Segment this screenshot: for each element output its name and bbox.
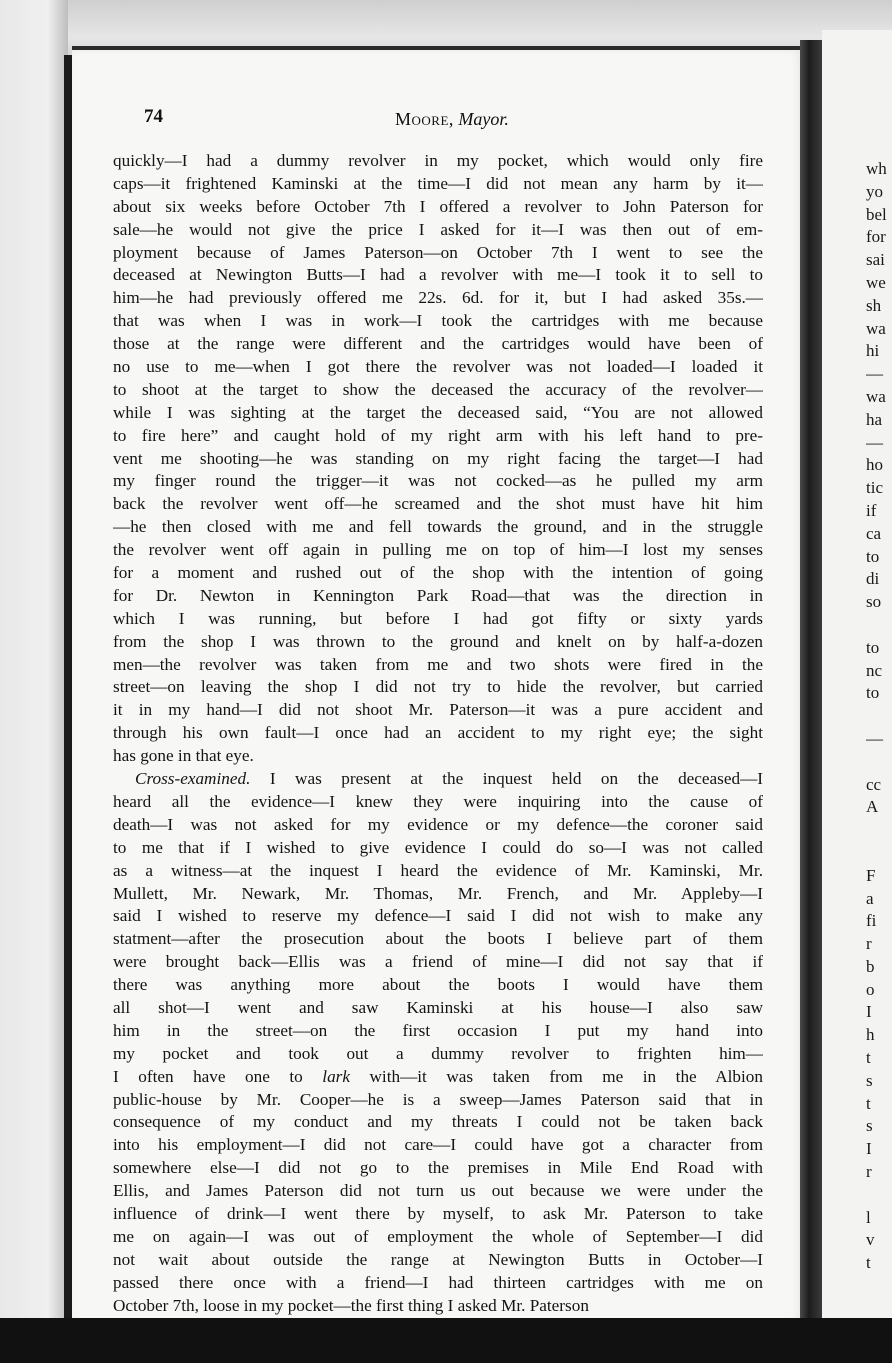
text-line: no use to me—when I got there the revolver was not loaded—I loaded it	[113, 357, 763, 377]
text-line: Ellis, and James Paterson did not turn us out because we were under the	[113, 1181, 763, 1201]
text-line: about six weeks before October 7th I offered a revolver to John Paterson for	[113, 196, 763, 216]
book-spine	[800, 40, 822, 1330]
text-line: death—I was not asked for my evidence or my defence—the coroner said	[113, 814, 763, 834]
text-line: to fire here” and caught hold of my right arm with his left hand to pre-	[113, 425, 763, 445]
text-line: my finger round the trigger—it was not cocked—as he pulled my arm	[113, 471, 763, 491]
text-line: quickly—I had a dummy revolver in my pocket, which would only fire	[113, 151, 763, 170]
paragraph	[113, 150, 763, 768]
cross-examined-label: Cross-examined.	[135, 769, 251, 789]
text-line: those at the range were different and the cartridges would have been of	[113, 334, 763, 354]
running-head-title	[395, 109, 509, 130]
text-line: consequence of my conduct and my threats I could not be taken back	[113, 1112, 763, 1132]
text-line: into his employment—I did not care—I could have got a character from	[113, 1135, 763, 1155]
page-top-edge	[72, 46, 817, 50]
text-line: to me that if I wished to give evidence I could do so—I was not called	[113, 837, 763, 857]
text-line: there was anything more about the boots I would have them	[113, 975, 763, 995]
text-line: October 7th, loose in my pocket—the first thing I asked Mr. Paterson	[113, 1295, 589, 1315]
text-line: to shoot at the target to show the deceased the accuracy of the revolver—	[113, 379, 763, 399]
text-line: were brought back—Ellis was a friend of mine—I did not say that if	[113, 952, 763, 972]
text-line: Cross-examined. I was present at the inquest held on the deceased—I	[135, 769, 763, 789]
paragraph	[113, 768, 763, 1317]
page-number: 74	[144, 106, 163, 127]
running-head-name: Moore,	[395, 109, 454, 129]
text-line: the revolver went off again in pulling me on top of him—I lost my senses	[113, 540, 763, 560]
text-line: has gone in that eye.	[113, 746, 254, 766]
text-line: my pocket and took out a dummy revolver to frighten him—	[113, 1043, 763, 1063]
text-line: not wait about outside the range at Newington Butts in October—I	[113, 1249, 763, 1269]
text-line: street—on leaving the shop I did not try to hide the revolver, but carried	[113, 677, 763, 697]
text-line: caps—it frightened Kaminski at the time—I did not mean any harm by it—	[113, 173, 763, 193]
text-line: vent me shooting—he was standing on my right facing the target—I had	[113, 448, 763, 468]
text-line: that was when I was in work—I took the cartridges with me because	[113, 311, 763, 331]
text-line: deceased at Newington Butts—I had a revolver with me—I took it to sell to	[113, 265, 763, 285]
text-line: Mullett, Mr. Newark, Mr. Thomas, Mr. French, and Mr. Appleby—I	[113, 883, 763, 903]
running-head-role: Mayor.	[458, 109, 509, 129]
text-line: I often have one to lark with—it was taken from me in the Albion	[113, 1066, 763, 1086]
text-line: for Dr. Newton in Kennington Park Road—that was the direction in	[113, 585, 763, 605]
text-line: passed there once with a friend—I had thirteen cartridges with me on	[113, 1272, 763, 1292]
scan-left-margin	[0, 0, 68, 1363]
text-line: for a moment and rushed out of the shop with the intention of going	[113, 563, 763, 583]
body-text	[113, 150, 763, 1317]
text-line: back the revolver went off—he screamed and the shot must have hit him	[113, 494, 763, 514]
text-line: heard all the evidence—I knew they were inquiring into the cause of	[113, 791, 763, 811]
text-line: men—the revolver was taken from me and two shots were fired in the	[113, 654, 763, 674]
text-line: him—he had previously offered me 22s. 6d. for it, but I had asked 35s.—	[113, 288, 763, 308]
text-line: —he then closed with me and fell towards the ground, and in the struggle	[113, 517, 763, 537]
text-line: which I was running, but before I had got fifty or sixty yards	[113, 608, 763, 628]
text-line: statment—after the prosecution about the boots I believe part of them	[113, 929, 763, 949]
text-line: public-house by Mr. Cooper—he is a sweep—James Paterson said that in	[113, 1089, 763, 1109]
text-line: influence of drink—I went there by myself, to ask Mr. Paterson to take	[113, 1203, 763, 1223]
text-line: said I wished to reserve my defence—I said I did not wish to make any	[113, 906, 763, 926]
text-line: somewhere else—I did not go to the premises in Mile End Road with	[113, 1158, 763, 1178]
text-line: as a witness—at the inquest I heard the evidence of Mr. Kaminski, Mr.	[113, 860, 763, 880]
running-head	[140, 106, 760, 136]
text-line: while I was sighting at the target the deceased said, “You are not allowed	[113, 402, 763, 422]
text-line: him in the street—on the first occasion I put my hand into	[113, 1020, 763, 1040]
text-line: through his own fault—I once had an accident to my right eye; the sight	[113, 723, 763, 743]
page-left-edge	[64, 55, 72, 1325]
scan-bottom-margin	[0, 1318, 892, 1363]
italic-word: lark	[322, 1066, 350, 1086]
facing-page-text-fragment: wh yo bel for sai we sh wa hi — wa ha — ho tic if ca to di so to nc to — cc A F a fi r b o I h t s t s I r l v t	[866, 159, 887, 1273]
text-line: ployment because of James Paterson—on October 7th I went to see the	[113, 242, 763, 262]
text-line: it in my hand—I did not shoot Mr. Paterson—it was a pure accident and	[113, 700, 763, 720]
text-line: all shot—I went and saw Kaminski at his house—I also saw	[113, 997, 763, 1017]
text-line: me on again—I was out of employment the whole of September—I did	[113, 1226, 763, 1246]
text-line: sale—he would not give the price I asked for it—I was then out of em-	[113, 219, 763, 239]
text-line: from the shop I was thrown to the ground and knelt on by half-a-dozen	[113, 631, 763, 651]
